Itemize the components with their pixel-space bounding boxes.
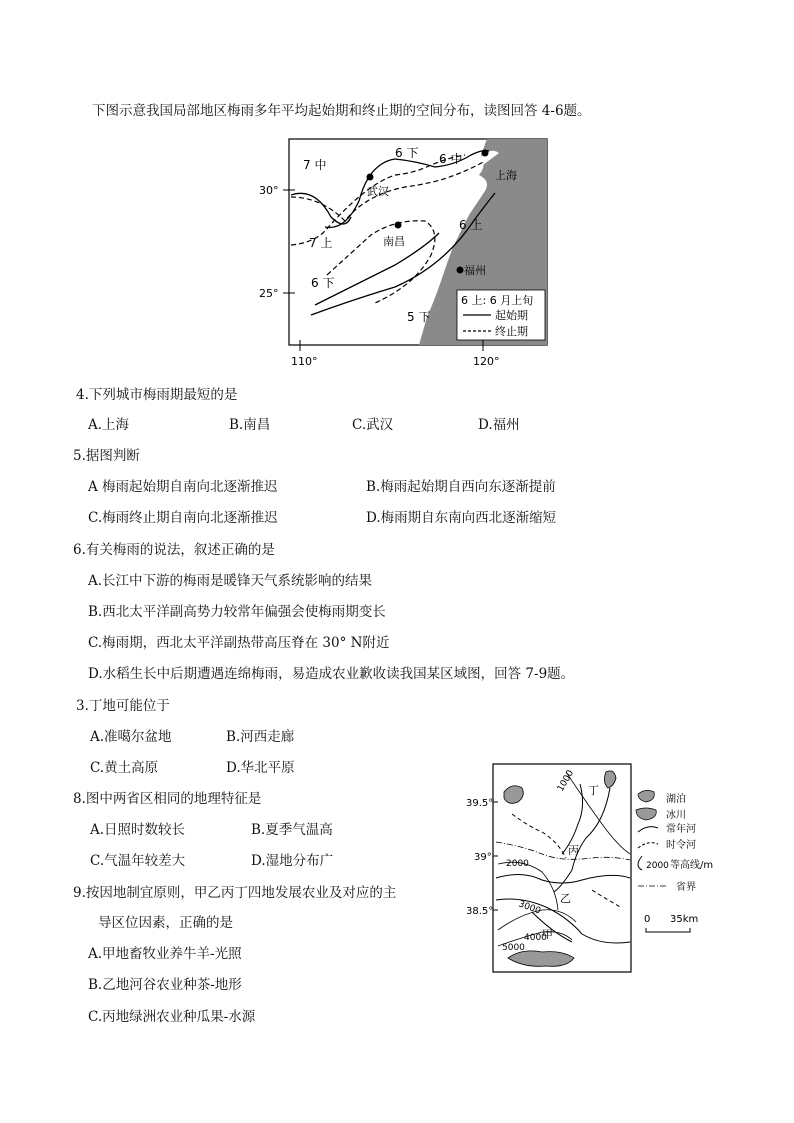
legend-border: 省界 [676,882,696,893]
intro-text: 下图示意我国局部地区梅雨多年平均起始期和终止期的空间分布，读图回答 4-6题。 [92,103,591,119]
q8-option-c[interactable]: C.气温年较差大 [90,853,186,869]
isoline-6shang: 6 上 [459,218,483,232]
q5-option-d[interactable]: D.梅雨期自东南向西北逐渐缩短 [366,510,557,526]
city-nanchang: 南昌 [383,235,405,248]
q5-option-a[interactable]: A 梅雨起始期自南向北逐渐推迟 [88,479,278,495]
region-map [462,762,724,978]
legend-contour: 等高线/m [670,860,714,871]
isoline-6xia-top: 6 下 [395,146,419,160]
nanchang-dot [395,222,402,229]
wuhan-dot [367,174,374,181]
isoline-5xia: 5 下 [407,310,431,324]
contour-3000: 3000 [516,899,542,917]
meiyu-map [255,135,555,370]
shanghai-dot [482,150,489,157]
isoline-6zhong: 6 中 [439,152,463,166]
label-jia: 甲 [542,928,553,941]
q9-option-a[interactable]: A.甲地畜牧业养牛羊-光照 [88,946,242,962]
scale-zero: 0 [644,914,651,925]
isoline-7shang: 7 上 [309,236,333,250]
q8-stem: 8.图中两省区相同的地理特征是 [73,791,262,807]
q9-stem-cont: 导区位因素，正确的是 [98,915,233,931]
q4-option-c[interactable]: C.武汉 [352,417,394,433]
legend-start: 起始期 [495,309,528,322]
lon-120-label: 120° [473,355,500,368]
label-ding: 丁 [588,784,599,797]
q7-option-d[interactable]: D.华北平原 [226,760,295,776]
scale-bar [646,928,690,932]
lat-39-label: 39° [474,852,492,863]
scale-label: 35km [670,914,699,925]
q4-option-b[interactable]: B.南昌 [229,417,271,433]
q6-stem: 6.有关梅雨的说法，叙述正确的是 [73,542,275,558]
lat-25-label: 25° [259,287,279,300]
q7-option-a[interactable]: A.准噶尔盆地 [90,729,172,745]
fuzhou-dot [457,267,464,274]
label-yi: 乙 [560,892,571,905]
q7-option-c[interactable]: C.黄土高原 [90,760,159,776]
q4-option-a[interactable]: A.上海 [88,417,130,433]
contour-5000: 5000 [502,943,525,953]
legend-end: 终止期 [495,325,528,338]
q7-option-b[interactable]: B.河西走廊 [226,729,295,745]
q7-stem: 3.丁地可能位于 [76,698,170,714]
contour-4000: 4000 [524,933,547,943]
contour-2000: 2000 [506,859,529,869]
q8-option-a[interactable]: A.日照时数较长 [90,822,186,838]
q4-stem: 4.下列城市梅雨期最短的是 [76,387,238,403]
q6-option-b[interactable]: B.西北太平洋副高势力较常年偏强会使梅雨期变长 [88,604,386,620]
q5-option-c[interactable]: C.梅雨终止期自南向北逐渐推迟 [88,510,278,526]
q4-option-d[interactable]: D.福州 [478,417,520,433]
q8-option-d[interactable]: D.湿地分布广 [251,853,334,869]
legend-lake: 湖泊 [666,794,686,805]
q6-option-a[interactable]: A.长江中下游的梅雨是暖锋天气系统影响的结果 [88,573,373,589]
city-wuhan: 武汉 [367,185,389,198]
q5-option-b[interactable]: B.梅雨起始期自西向东逐渐提前 [366,479,556,495]
isoline-6xia-mid: 6 下 [311,276,335,290]
q9-option-b[interactable]: B.乙地河谷农业种茶-地形 [88,977,242,993]
q9-option-c[interactable]: C.丙地绿洲农业种瓜果-水源 [88,1009,256,1025]
city-fuzhou: 福州 [464,264,486,277]
lat-38-5-label: 38.5° [466,906,494,917]
q8-option-b[interactable]: B.夏季气温高 [251,822,333,838]
lon-110-label: 110° [291,355,318,368]
legend-title: 6 上: 6 月上旬 [461,294,534,307]
lat-39-5-label: 39.5° [466,798,494,809]
q5-stem: 5.据图判断 [73,448,140,464]
q9-stem: 9.按因地制宜原则，甲乙丙丁四地发展农业及对应的主 [73,885,397,901]
legend-contour-sample: 2000 [646,861,669,871]
legend-river: 常年河 [666,824,696,835]
q6-option-c[interactable]: C.梅雨期，西北太平洋副热带高压脊在 30° N附近 [88,635,390,651]
contour-1000: 1000 [555,768,577,794]
isoline-7zhong: 7 中 [303,158,327,172]
lat-30-label: 30° [259,184,279,197]
city-shanghai: 上海 [495,169,517,182]
q6-option-d[interactable]: D.水稻生长中后期遭遇连绵梅雨，易造成农业歉收读我国某区域图，回答 7-9题。 [88,666,575,682]
legend-seasonal: 时令河 [666,840,696,851]
legend-glacier: 冰川 [666,810,686,821]
label-bing: 丙 [568,844,579,857]
